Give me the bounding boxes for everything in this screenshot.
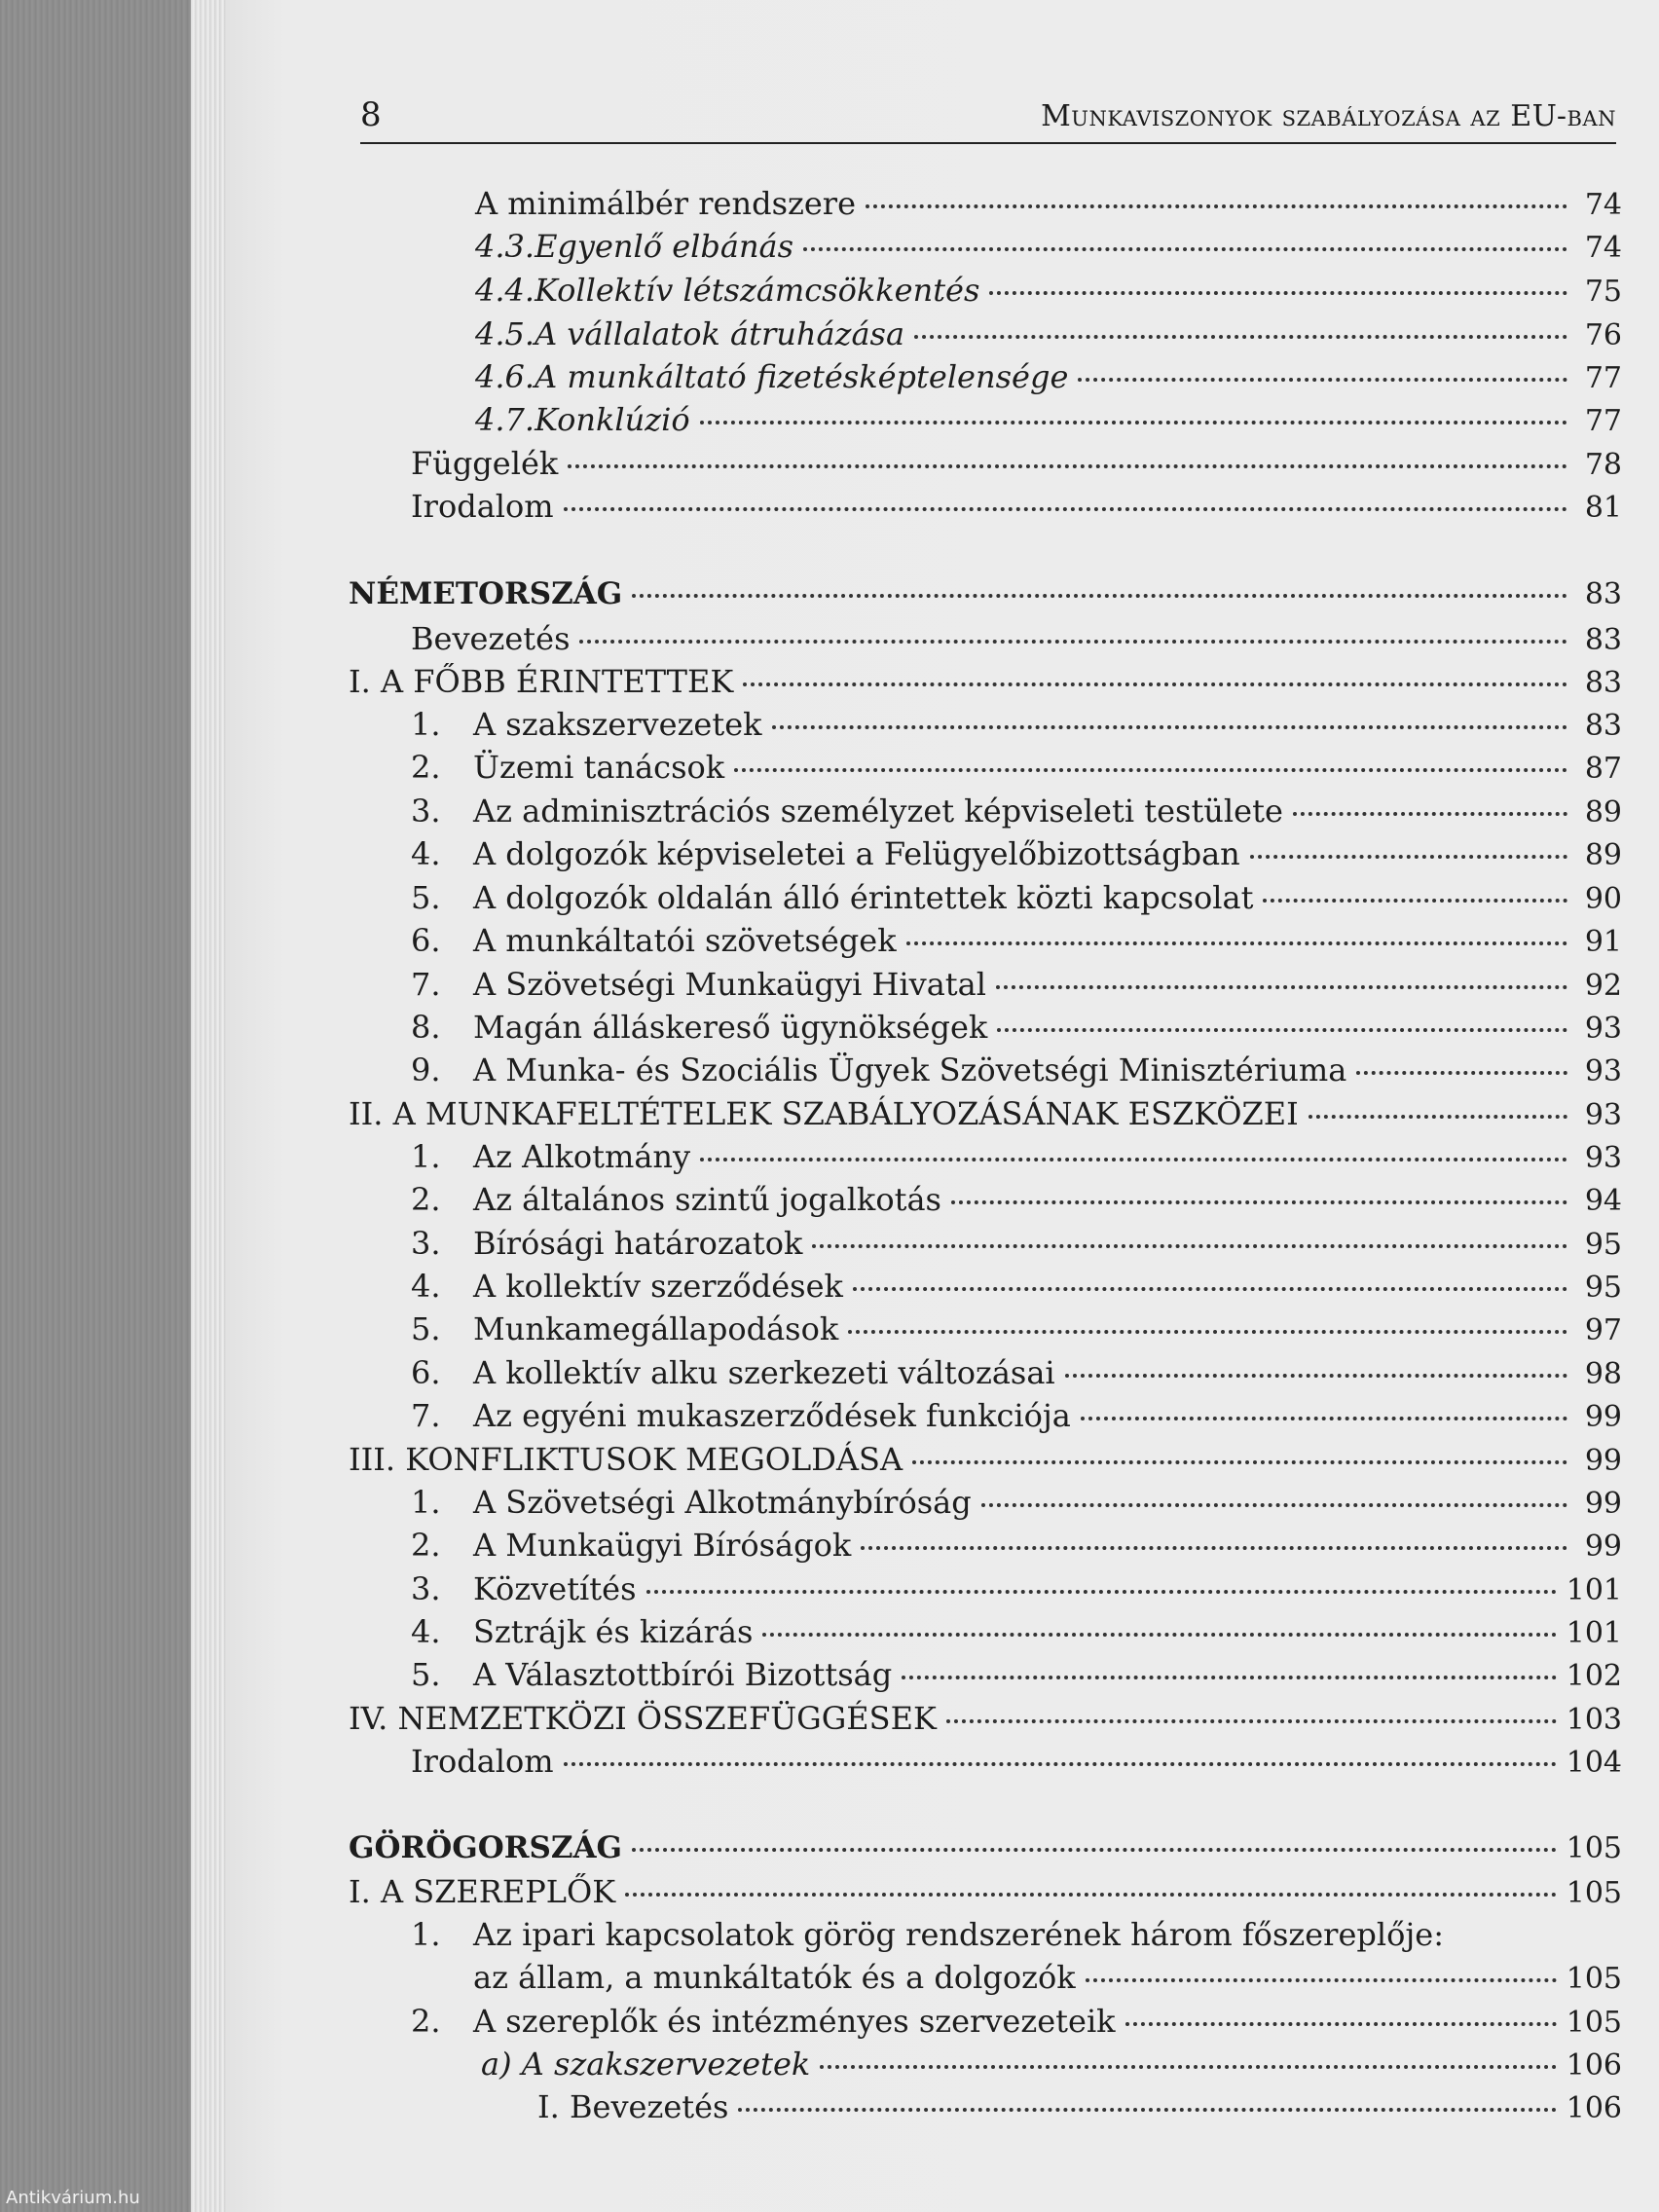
- toc-entry-page: 101: [1566, 1616, 1622, 1650]
- toc-entry-number: 7.: [411, 966, 441, 1003]
- toc-entry: [475, 185, 1622, 228]
- toc-entry: [411, 1009, 1622, 1051]
- page-number: 8: [360, 95, 382, 134]
- toc-entry: [537, 2088, 1622, 2131]
- toc-entry: [349, 576, 1622, 619]
- toc-entry-number: 2.: [411, 1181, 441, 1218]
- toc-entry: [411, 1527, 1622, 1569]
- dot-leader: [1356, 1071, 1567, 1075]
- dot-leader: [1125, 2022, 1557, 2026]
- toc-entry-page: 94: [1584, 1184, 1622, 1218]
- toc-entry: [475, 315, 1622, 358]
- toc-entry-page: 83: [1584, 623, 1622, 657]
- toc-entry-number: 9.: [411, 1051, 441, 1088]
- dot-leader: [996, 985, 1567, 989]
- toc-entry-title: a) A szakszervezetek: [481, 2046, 811, 2083]
- toc-entry-title: Üzemi tanácsok: [473, 749, 725, 786]
- dot-leader: [1293, 812, 1567, 816]
- dot-leader: [1263, 899, 1567, 903]
- toc-entry-page: 105: [1566, 1876, 1622, 1910]
- toc-entry-number: 4.: [411, 1613, 441, 1650]
- toc-entry: [475, 228, 1622, 271]
- toc-entry: [475, 272, 1622, 314]
- dot-leader: [866, 204, 1567, 208]
- toc-entry-page: 98: [1584, 1357, 1622, 1391]
- toc-entry-title: NÉMETORSZÁG: [349, 576, 623, 611]
- toc-entry: [475, 401, 1622, 444]
- toc-entry-number: 1.: [411, 1484, 441, 1521]
- toc-entry: [349, 1830, 1622, 1873]
- toc-entry-title: I. Bevezetés: [537, 2088, 729, 2125]
- dot-leader: [803, 247, 1567, 251]
- dot-leader: [820, 2065, 1556, 2069]
- toc-entry-title: Irodalom: [411, 1743, 554, 1780]
- toc-entry: [349, 663, 1622, 706]
- toc-entry-page: 99: [1584, 1444, 1622, 1478]
- dot-leader: [1065, 1374, 1567, 1378]
- toc-entry-number: 1.: [411, 1916, 441, 1953]
- watermark-text: Antikvárium.hu: [6, 2188, 140, 2208]
- toc-entry-title: A Szövetségi Munkaügyi Hivatal: [473, 966, 986, 1003]
- toc-entry-page: 77: [1584, 361, 1622, 395]
- toc-entry-page: 93: [1584, 1012, 1622, 1046]
- dot-leader: [946, 1719, 1557, 1723]
- dot-leader: [564, 507, 1567, 511]
- toc-entry-page: 95: [1584, 1271, 1622, 1305]
- toc-entry: [411, 1268, 1622, 1310]
- toc-entry-title: III. KONFLIKTUSOK MEGOLDÁSA: [349, 1441, 903, 1478]
- toc-entry: [411, 1916, 1622, 1959]
- toc-entry-page: 91: [1584, 925, 1622, 959]
- toc-entry: [411, 1354, 1622, 1397]
- toc-entry-title: A dolgozók oldalán álló érintettek közti kapcsolat: [473, 879, 1254, 916]
- toc-entry-page: 92: [1584, 969, 1622, 1003]
- toc-entry: [411, 2003, 1622, 2046]
- toc-entry-page: 74: [1584, 231, 1622, 265]
- toc-entry: [411, 1181, 1622, 1224]
- toc-entry: [349, 1441, 1622, 1484]
- toc-entry-page: 101: [1566, 1573, 1622, 1607]
- toc-entry-number: 5.: [411, 1656, 441, 1693]
- toc-entry-page: 93: [1584, 1054, 1622, 1088]
- toc-entry-title: Az általános szintű jogalkotás: [473, 1181, 941, 1218]
- toc-entry-page: 99: [1584, 1487, 1622, 1521]
- toc-entry-number: 8.: [411, 1009, 441, 1046]
- toc-entry: [411, 1051, 1622, 1094]
- toc-entry: [411, 1138, 1622, 1181]
- toc-entry-page: 93: [1584, 1141, 1622, 1175]
- toc-entry-number: 4.: [411, 1268, 441, 1305]
- toc-entry-title: Az adminisztrációs személyzet képviseleti testülete: [473, 793, 1283, 830]
- toc-entry-number: 6.: [411, 1354, 441, 1391]
- dot-leader: [914, 335, 1567, 339]
- toc-entry-page: 89: [1584, 838, 1622, 872]
- toc-entry-page: 78: [1584, 448, 1622, 482]
- dot-leader: [579, 640, 1567, 644]
- toc-entry: [349, 1095, 1622, 1138]
- toc-entry-title: II. A MUNKAFELTÉTELEK SZABÁLYOZÁSÁNAK ESZKÖZEI: [349, 1095, 1299, 1132]
- toc-entry-title: IV. NEMZETKÖZI ÖSSZEFÜGGÉSEK: [349, 1700, 937, 1737]
- dot-leader: [700, 421, 1567, 424]
- dot-leader: [902, 1676, 1557, 1679]
- toc-entry-page: 103: [1566, 1703, 1622, 1737]
- dot-leader: [1250, 855, 1567, 859]
- toc-entry-page: 106: [1566, 2091, 1622, 2125]
- toc-entry: [411, 966, 1622, 1009]
- toc-entry-number: 4.: [411, 835, 441, 872]
- toc-entry: [411, 1225, 1622, 1268]
- dot-leader: [762, 1633, 1556, 1637]
- dot-leader: [1078, 378, 1567, 382]
- toc-entry: [481, 2046, 1622, 2088]
- toc-entry-page: 74: [1584, 188, 1622, 222]
- toc-entry: [411, 922, 1622, 965]
- toc-entry-page: 83: [1584, 666, 1622, 700]
- toc-entry-page: 75: [1584, 275, 1622, 309]
- dot-leader: [632, 594, 1567, 598]
- dot-leader: [700, 1158, 1567, 1161]
- toc-entry: [349, 1873, 1622, 1916]
- dot-leader: [625, 1893, 1557, 1897]
- toc-entry-page: 90: [1584, 882, 1622, 916]
- dot-leader: [646, 1590, 1557, 1594]
- toc-entry: [411, 488, 1622, 531]
- toc-entry: [411, 620, 1622, 663]
- dot-leader: [812, 1244, 1567, 1248]
- toc-entry-title: Az Alkotmány: [473, 1138, 691, 1175]
- toc-entry: [411, 1743, 1622, 1786]
- toc-entry-title: I. A FŐBB ÉRINTETTEK: [349, 663, 734, 700]
- toc-entry: [349, 1700, 1622, 1743]
- dot-leader: [981, 1503, 1567, 1507]
- toc-entry-title: A Választottbírói Bizottság: [473, 1656, 893, 1693]
- dot-leader: [1081, 1417, 1567, 1420]
- dot-leader: [1086, 1978, 1557, 1982]
- toc-entry-number: 2.: [411, 749, 441, 786]
- toc-entry: [411, 1570, 1622, 1613]
- toc-entry-page: 81: [1584, 491, 1622, 525]
- toc-entry-title: Az ipari kapcsolatok görög rendszerének három főszereplője:: [473, 1916, 1445, 1953]
- toc-entry: [411, 749, 1622, 792]
- dot-leader: [989, 291, 1567, 295]
- dot-leader: [772, 725, 1567, 729]
- toc-entry-title: Munkamegállapodások: [473, 1310, 839, 1347]
- toc-entry-title: I. A SZEREPLŐK: [349, 1873, 616, 1910]
- toc-entry: [411, 1656, 1622, 1699]
- toc-entry-page: 76: [1584, 318, 1622, 352]
- toc-entry-title: A kollektív alku szerkezeti változásai: [473, 1354, 1055, 1391]
- toc-entry-number: 3.: [411, 1570, 441, 1607]
- toc-entry: [411, 1397, 1622, 1440]
- toc-entry-number: 5.: [411, 1310, 441, 1347]
- toc-entry-title: Közvetítés: [473, 1570, 637, 1607]
- dot-leader: [997, 1028, 1567, 1032]
- toc-entry-title: az állam, a munkáltatók és a dolgozók: [473, 1959, 1076, 1996]
- toc-entry-page: 106: [1566, 2048, 1622, 2083]
- dot-leader: [853, 1287, 1567, 1291]
- toc-entry-title: Sztrájk és kizárás: [473, 1613, 754, 1650]
- toc-entry-number: 3.: [411, 1225, 441, 1262]
- toc-entry-number: 1.: [411, 1138, 441, 1175]
- toc-entry: [411, 445, 1622, 488]
- toc-entry-title: A minimálbér rendszere: [475, 185, 857, 222]
- toc-entry-title: Bevezetés: [411, 620, 571, 657]
- toc-entry: [473, 1959, 1622, 2002]
- toc-entry: [411, 706, 1622, 749]
- toc-entry-number: 2.: [411, 2003, 441, 2040]
- toc-entry-title: 4.6.A munkáltató fizetésképtelensége: [475, 358, 1069, 395]
- toc-entry-title: A Munka- és Szociális Ügyek Szövetségi Minisztériuma: [473, 1051, 1347, 1088]
- toc-entry-title: Az egyéni mukaszerződések funkciója: [473, 1397, 1071, 1434]
- toc-entry-page: 83: [1584, 577, 1622, 611]
- toc-entry-page: 99: [1584, 1530, 1622, 1564]
- toc-entry: [411, 1484, 1622, 1527]
- toc-entry-page: 105: [1566, 1962, 1622, 1996]
- toc-entry-title: A Szövetségi Alkotmánybíróság: [473, 1484, 972, 1521]
- toc-entry-title: A dolgozók képviseletei a Felügyelőbizottságban: [473, 835, 1240, 872]
- toc-entry-title: A Munkaügyi Bíróságok: [473, 1527, 852, 1564]
- dot-leader: [912, 1460, 1567, 1464]
- toc-entry-number: 2.: [411, 1527, 441, 1564]
- dot-leader: [738, 2108, 1556, 2112]
- dot-leader: [632, 1848, 1557, 1852]
- dot-leader: [564, 1762, 1557, 1766]
- toc-entry-page: 77: [1584, 404, 1622, 438]
- toc-entry-title: 4.7.Konklúzió: [475, 401, 690, 438]
- toc-entry-title: GÖRÖGORSZÁG: [349, 1830, 623, 1865]
- toc-entry-title: Függelék: [411, 445, 559, 482]
- toc-entry-page: 105: [1566, 2006, 1622, 2040]
- toc-entry-page: 83: [1584, 709, 1622, 743]
- toc-entry-number: 6.: [411, 922, 441, 959]
- toc-entry-title: 4.4.Kollektív létszámcsökkentés: [475, 272, 980, 309]
- toc-entry-page: 87: [1584, 752, 1622, 786]
- toc-entry-number: 7.: [411, 1397, 441, 1434]
- toc-entry-page: 105: [1566, 1831, 1622, 1865]
- toc-entry-number: 1.: [411, 706, 441, 743]
- dot-leader: [861, 1546, 1567, 1550]
- toc-entry-page: 102: [1566, 1659, 1622, 1693]
- toc-entry-title: A kollektív szerződések: [473, 1268, 843, 1305]
- toc-entry-number: 5.: [411, 879, 441, 916]
- dot-leader: [951, 1200, 1567, 1204]
- toc-entry-title: A szakszervezetek: [473, 706, 762, 743]
- toc-entry-page: 97: [1584, 1313, 1622, 1347]
- toc-entry-title: Irodalom: [411, 488, 554, 525]
- toc-entry: [411, 1310, 1622, 1353]
- toc-entry-number: 3.: [411, 793, 441, 830]
- toc-entry-title: Bírósági határozatok: [473, 1225, 803, 1262]
- toc-entry: [411, 1613, 1622, 1656]
- toc-entry-title: A munkáltatói szövetségek: [473, 922, 897, 959]
- toc-entry-title: 4.3.Egyenlő elbánás: [475, 228, 794, 265]
- toc-entry-title: Magán álláskereső ügynökségek: [473, 1009, 988, 1046]
- toc-entry-page: 99: [1584, 1400, 1622, 1434]
- toc-entry: [411, 879, 1622, 922]
- toc-entry: [411, 793, 1622, 835]
- running-head: Munkaviszonyok szabályozása az EU-ban: [1041, 99, 1616, 133]
- dot-leader: [568, 464, 1567, 468]
- toc-entry-title: A szereplők és intézményes szervezeteik: [473, 2003, 1116, 2040]
- toc-entry-page: 93: [1584, 1098, 1622, 1132]
- toc-entry-page: 104: [1566, 1746, 1622, 1780]
- dot-leader: [1309, 1115, 1567, 1119]
- dot-leader: [906, 941, 1567, 945]
- toc-entry: [475, 358, 1622, 401]
- toc-entry: [411, 835, 1622, 878]
- toc-entry-title: 4.5.A vállalatok átruházása: [475, 315, 905, 352]
- dot-leader: [743, 682, 1567, 686]
- dot-leader: [848, 1330, 1567, 1334]
- toc-entry-page: 95: [1584, 1228, 1622, 1262]
- dot-leader: [734, 768, 1567, 772]
- toc-entry-page: 89: [1584, 795, 1622, 830]
